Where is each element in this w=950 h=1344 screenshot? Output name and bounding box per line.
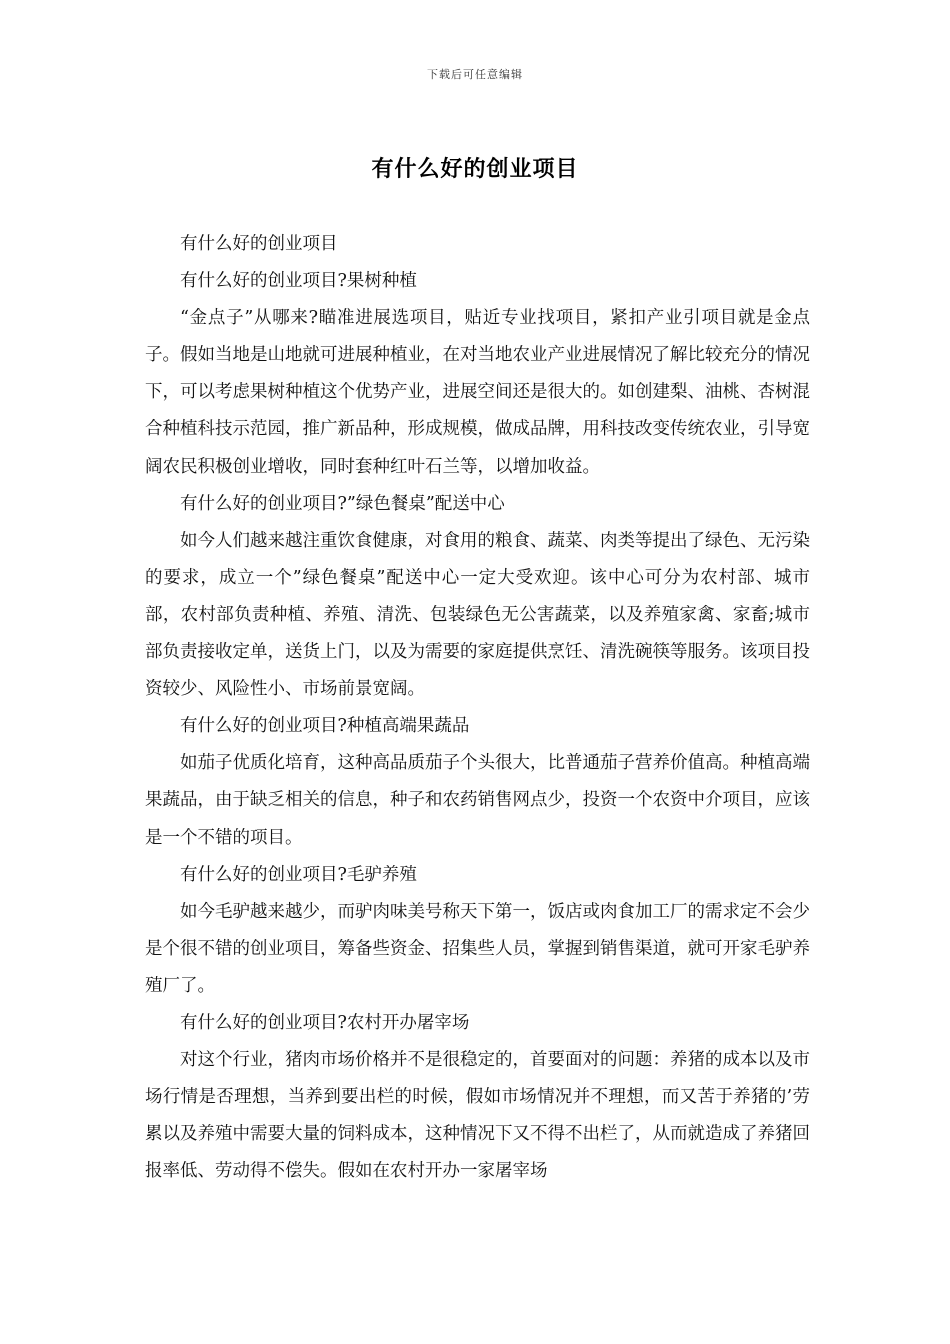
section-heading-premium-vegetables: 有什么好的创业项目?种植高端果蔬品 [180,716,470,737]
section-heading-fruit-trees: 有什么好的创业项目?果树种植 [180,271,417,292]
paragraph-green-table: 如今人们越来越注重饮食健康，对食用的粮食、蔬菜、肉类等提出了绿色、无污染的要求，成立一个”绿色餐桌”配送中心一定大受欢迎。该中心可分为农村部、城市部，农村部负责种植、养殖、清洗、包装绿色无公害蔬菜，以及养殖家禽、家畜;城市部负责接收定单，送货上门，以及为需要的家庭提供烹饪、清洗碗筷等服务。该项目投资较少、风险性小、市场前景宽阔。 [145,530,810,700]
paragraph-fruit-trees: “金点子”从哪来?瞄准进展选项目，贴近专业找项目，紧扣产业引项目就是金点子。假如当地是山地就可进展种植业，在对当地农业产业进展情况了解比较充分的情况下，可以考虑果树种植这个优势产业，进展空间还是很大的。如创建梨、油桃、杏树混合种植科技示范园，推广新品种，形成规模，做成品牌，用科技改变传统农业，引导宽阔农民积极创业增收，同时套种红叶石兰等，以增加收益。 [145,308,810,477]
document-body [145,226,810,1190]
section-heading-green-table: 有什么好的创业项目?”绿色餐桌”配送中心 [180,493,505,514]
paragraph-slaughterhouse: 对这个行业，猪肉市场价格并不是很稳定的，首要面对的问题：养猪的成本以及市场行情是否理想，当养到要出栏的时候，假如市场情况并不理想，而又苦于养猪的’劳累以及养殖中需要大量的饲料成本，这种情况下又不得不出栏了，从而就造成了养猪回报率低、劳动得不偿失。假如在农村开办一家屠宰场 [145,1050,810,1182]
paragraph-intro-heading: 有什么好的创业项目 [180,234,338,254]
document-title: 有什么好的创业项目 [371,157,579,182]
paragraph-premium-vegetables: 如茄子优质化培育，这种高品质茄子个头很大，比普通茄子营养价值高。种植高端果蔬品，由于缺乏相关的信息，种子和农药销售网点少，投资一个农资中介项目，应该是一个不错的项目。 [145,753,810,848]
section-heading-donkey-breeding: 有什么好的创业项目?毛驴养殖 [180,864,417,885]
section-heading-slaughterhouse: 有什么好的创业项目?农村开办屠宰场 [180,1012,470,1033]
paragraph-donkey-breeding: 如今毛驴越来越少，而驴肉味美号称天下第一，饭店或肉食加工厂的需求定不会少是个很不错的创业项目，筹备些资金、招集些人员，掌握到销售渠道，就可开家毛驴养殖厂了。 [145,901,810,996]
header-note: 下载后可任意编辑 [427,68,523,81]
